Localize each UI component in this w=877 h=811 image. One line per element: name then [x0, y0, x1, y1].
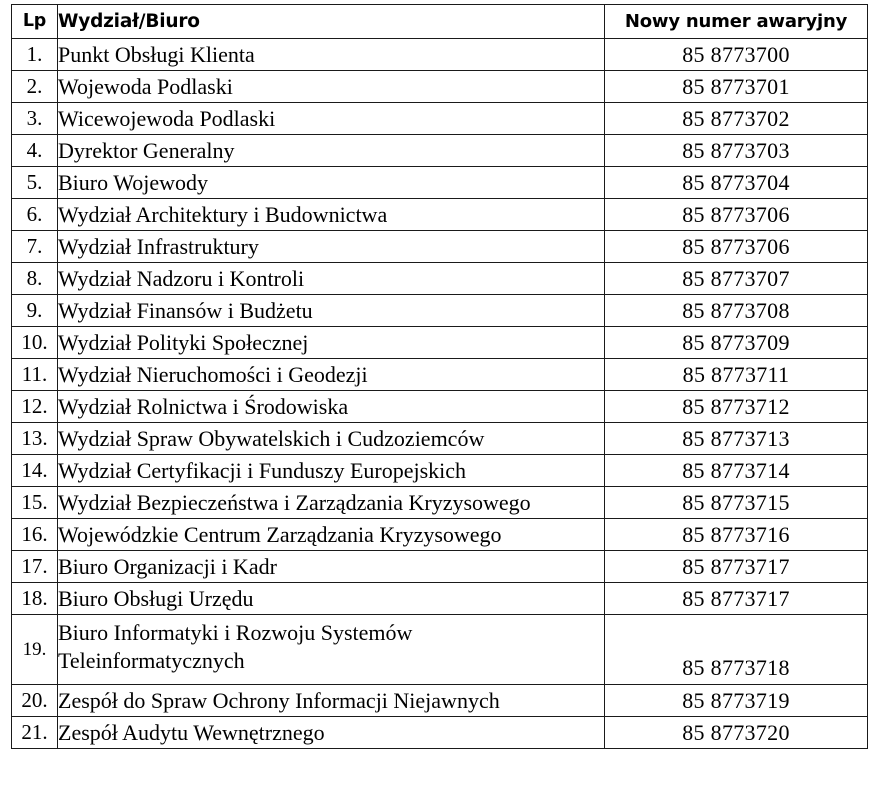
- table-row: [12, 391, 868, 423]
- table-row: [12, 487, 868, 519]
- cell-phone: 85 8773712: [605, 391, 868, 423]
- column-header-lp: Lp: [12, 5, 58, 39]
- cell-name: Wydział Nieruchomości i Geodezji: [58, 359, 605, 391]
- table-header: [12, 5, 868, 39]
- header-row: [12, 5, 868, 39]
- cell-name: Wydział Polityki Społecznej: [58, 327, 605, 359]
- cell-phone: 85 8773719: [605, 685, 868, 717]
- cell-phone: 85 8773714: [605, 455, 868, 487]
- cell-name: Wydział Infrastruktury: [58, 231, 605, 263]
- cell-lp: 2.: [12, 71, 58, 103]
- table-row: [12, 423, 868, 455]
- table-row: [12, 359, 868, 391]
- cell-phone: 85 8773701: [605, 71, 868, 103]
- table-row: [12, 455, 868, 487]
- cell-phone: 85 8773704: [605, 167, 868, 199]
- cell-phone: 85 8773700: [605, 39, 868, 71]
- cell-phone: 85 8773717: [605, 583, 868, 615]
- cell-name: Zespół Audytu Wewnętrznego: [58, 717, 605, 749]
- table-row: [12, 71, 868, 103]
- cell-name: Punkt Obsługi Klienta: [58, 39, 605, 71]
- table-body: [12, 39, 868, 749]
- cell-lp: 21.: [12, 717, 58, 749]
- table-row: [12, 103, 868, 135]
- cell-phone: 85 8773708: [605, 295, 868, 327]
- cell-phone: 85 8773717: [605, 551, 868, 583]
- cell-lp: 6.: [12, 199, 58, 231]
- emergency-numbers-table: [11, 4, 868, 749]
- column-header-phone: Nowy numer awaryjny: [605, 5, 868, 39]
- cell-name: Wydział Nadzoru i Kontroli: [58, 263, 605, 295]
- cell-name: Biuro Obsługi Urzędu: [58, 583, 605, 615]
- table-row: [12, 551, 868, 583]
- cell-name-line-1: Biuro Informatyki i Rozwoju Systemów: [58, 620, 413, 645]
- cell-phone: 85 8773702: [605, 103, 868, 135]
- table-container: [11, 4, 867, 749]
- cell-lp: 13.: [12, 423, 58, 455]
- cell-name: Wydział Bezpieczeństwa i Zarządzania Kryzysowego: [58, 487, 605, 519]
- cell-phone: 85 8773713: [605, 423, 868, 455]
- cell-lp: 20.: [12, 685, 58, 717]
- cell-lp: 17.: [12, 551, 58, 583]
- table-row: [12, 263, 868, 295]
- table-row: [12, 327, 868, 359]
- cell-lp: 3.: [12, 103, 58, 135]
- cell-name: Wydział Rolnictwa i Środowiska: [58, 391, 605, 423]
- cell-phone: 85 8773709: [605, 327, 868, 359]
- cell-lp: 10.: [12, 327, 58, 359]
- cell-name: Wicewojewoda Podlaski: [58, 103, 605, 135]
- table-row: [12, 199, 868, 231]
- cell-lp: 15.: [12, 487, 58, 519]
- cell-phone: 85 8773707: [605, 263, 868, 295]
- cell-lp: 18.: [12, 583, 58, 615]
- table-row: [12, 39, 868, 71]
- cell-lp: 16.: [12, 519, 58, 551]
- table-row: [12, 167, 868, 199]
- cell-lp: 1.: [12, 39, 58, 71]
- cell-phone: 85 8773706: [605, 199, 868, 231]
- cell-lp: 7.: [12, 231, 58, 263]
- cell-name: Wojewoda Podlaski: [58, 71, 605, 103]
- cell-phone: 85 8773720: [605, 717, 868, 749]
- cell-lp: 11.: [12, 359, 58, 391]
- cell-name: Wydział Certyfikacji i Funduszy Europejskich: [58, 455, 605, 487]
- cell-lp: 9.: [12, 295, 58, 327]
- table-row: [12, 231, 868, 263]
- cell-lp: 14.: [12, 455, 58, 487]
- table-row: [12, 717, 868, 749]
- cell-name: Wydział Finansów i Budżetu: [58, 295, 605, 327]
- cell-name-line-2: Teleinformatycznych: [58, 648, 245, 674]
- table-row: [12, 685, 868, 717]
- cell-name: Biuro Organizacji i Kadr: [58, 551, 605, 583]
- cell-lp: 12.: [12, 391, 58, 423]
- cell-phone: 85 8773706: [605, 231, 868, 263]
- cell-lp: 4.: [12, 135, 58, 167]
- cell-lp: 8.: [12, 263, 58, 295]
- table-row: [12, 135, 868, 167]
- column-header-name: Wydział/Biuro: [58, 5, 605, 39]
- cell-name: Zespół do Spraw Ochrony Informacji Niejawnych: [58, 685, 605, 717]
- table-row: [12, 295, 868, 327]
- cell-name: Wydział Architektury i Budownictwa: [58, 199, 605, 231]
- cell-phone: 85 8773711: [605, 359, 868, 391]
- cell-lp: 5.: [12, 167, 58, 199]
- table-row: [12, 583, 868, 615]
- cell-phone: 85 8773715: [605, 487, 868, 519]
- cell-phone: 85 8773718: [605, 615, 868, 685]
- cell-name: Dyrektor Generalny: [58, 135, 605, 167]
- table-row: [12, 615, 868, 685]
- cell-phone: 85 8773716: [605, 519, 868, 551]
- cell-name: Wydział Spraw Obywatelskich i Cudzoziemców: [58, 423, 605, 455]
- cell-lp: 19.: [12, 615, 58, 685]
- cell-phone: 85 8773703: [605, 135, 868, 167]
- cell-name: Wojewódzkie Centrum Zarządzania Kryzysowego: [58, 519, 605, 551]
- table-row: [12, 519, 868, 551]
- cell-name: [58, 615, 605, 685]
- cell-name: Biuro Wojewody: [58, 167, 605, 199]
